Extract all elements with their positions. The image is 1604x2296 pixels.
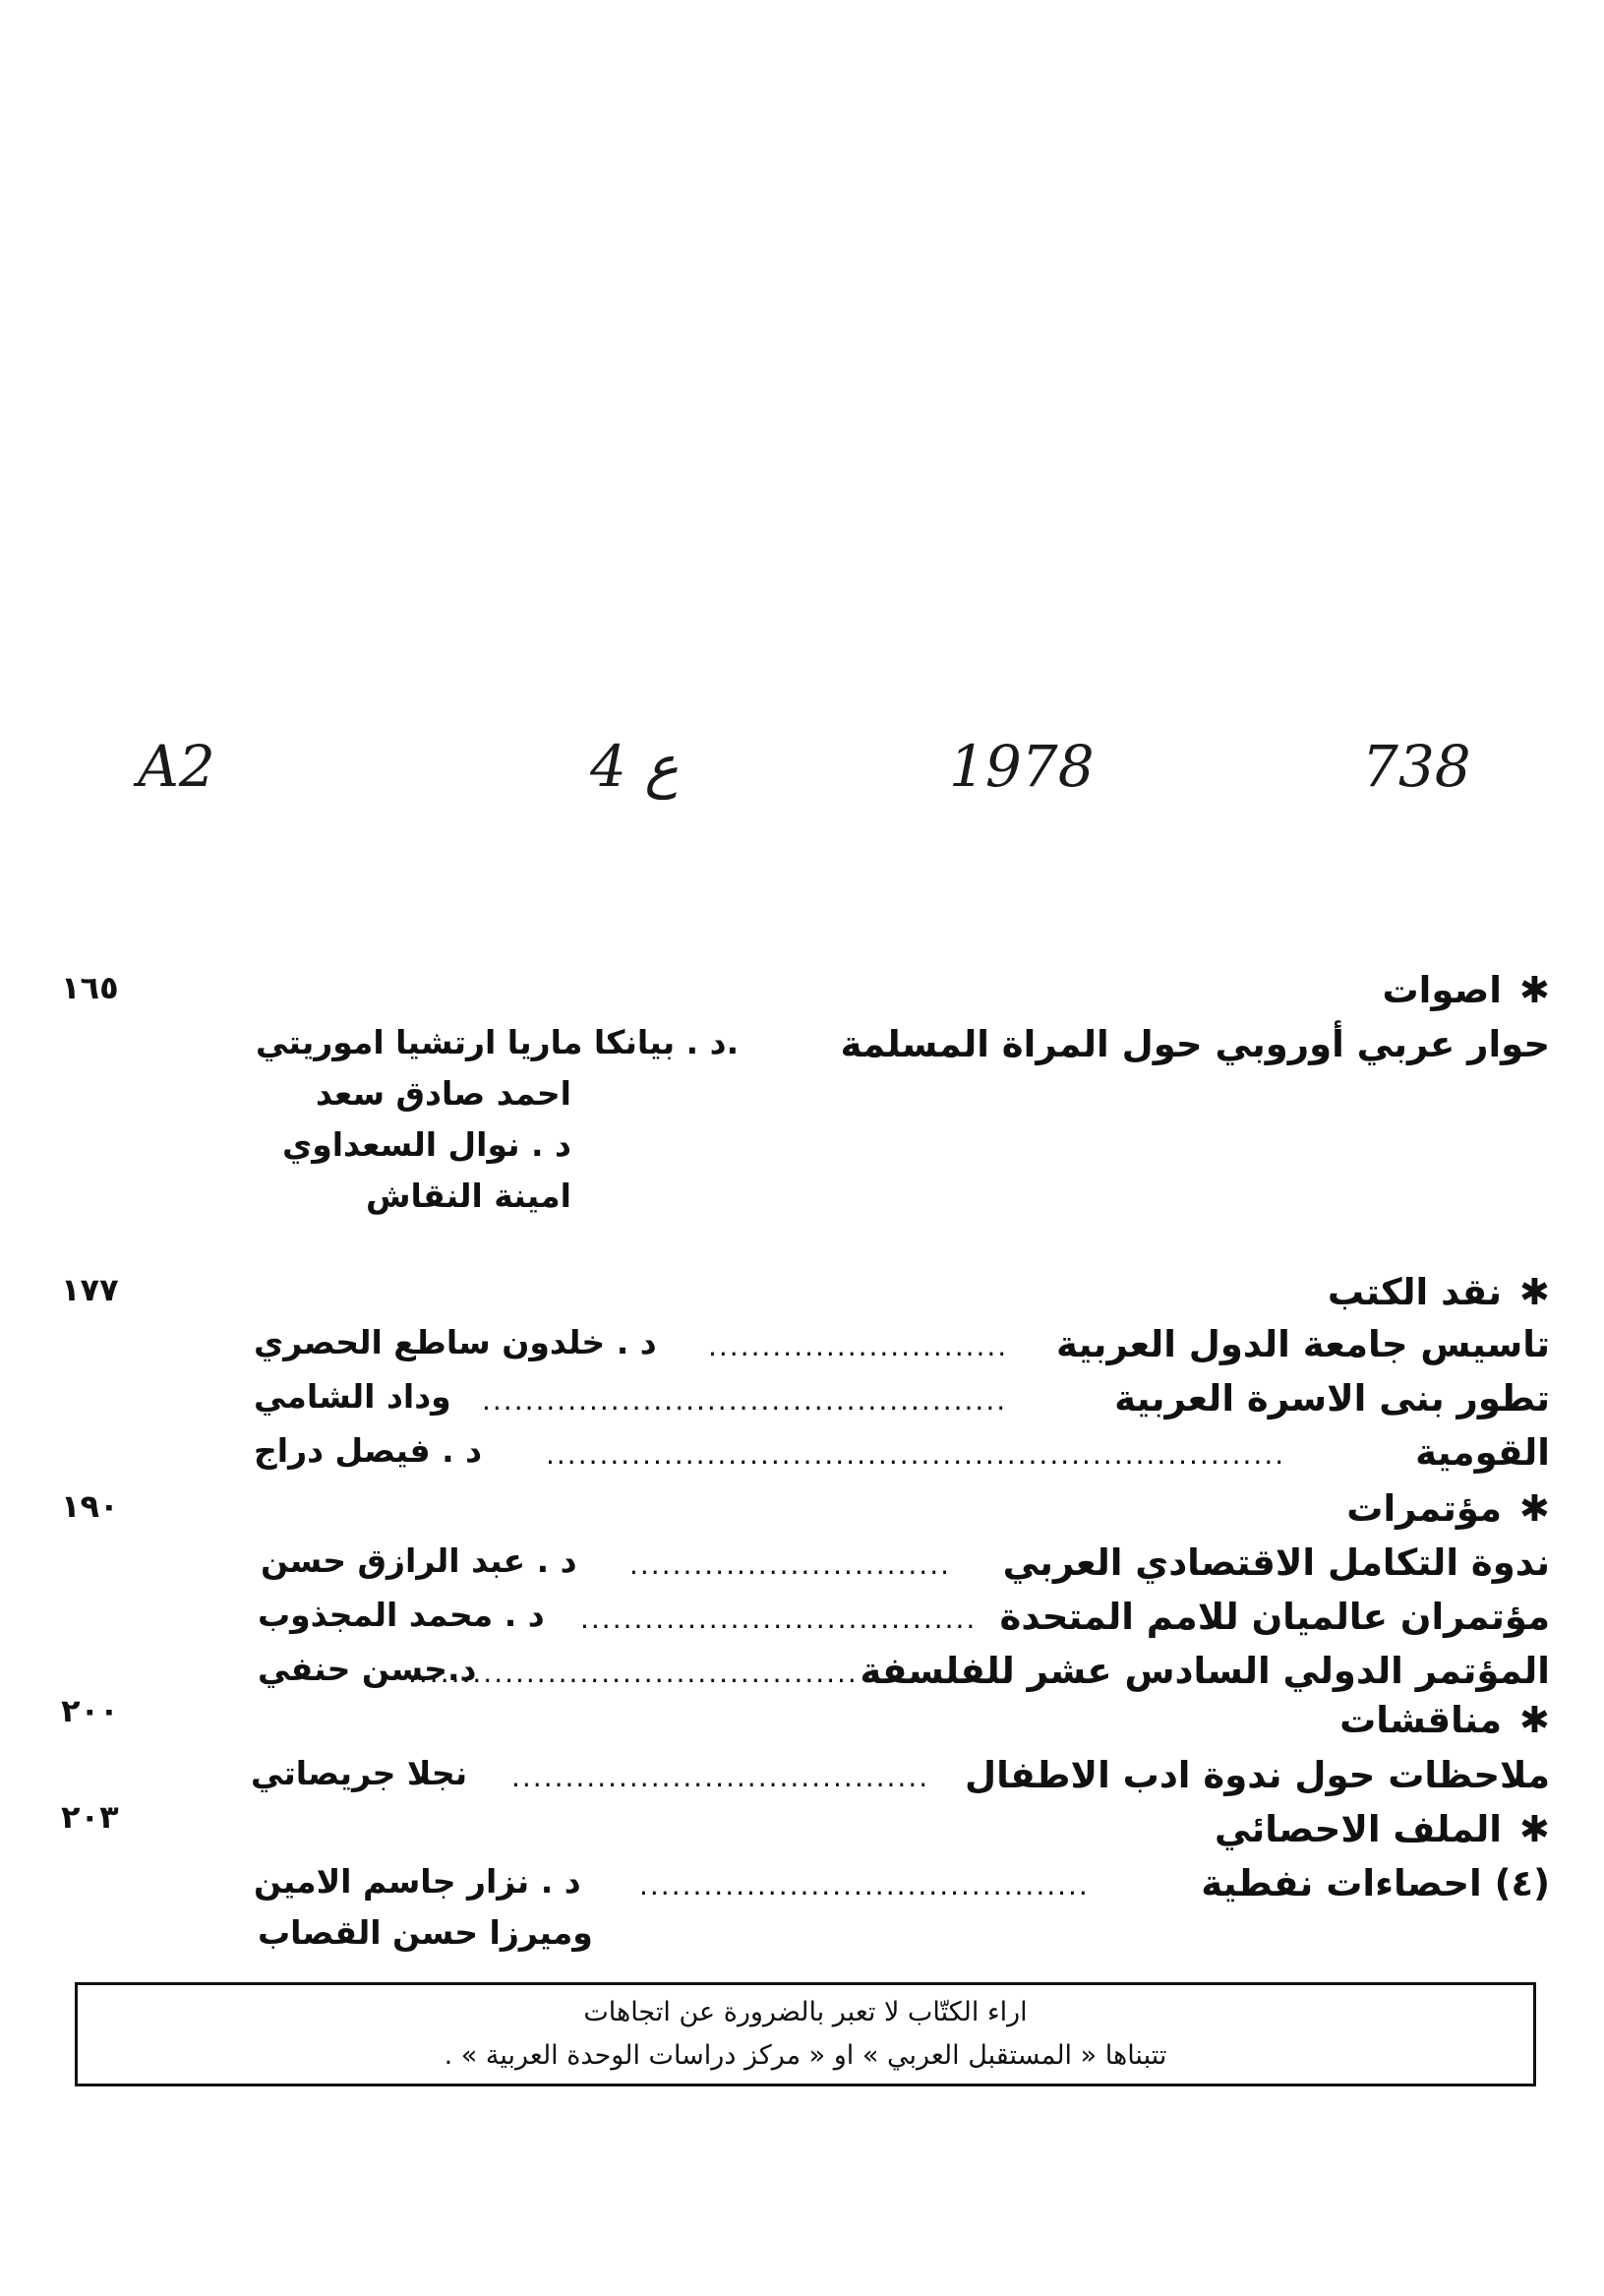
leader-dots: .....................................	[580, 1602, 978, 1635]
entry-title: القومية	[1415, 1431, 1550, 1474]
entry-title: حوار عربي أوروبي حول المراة المسلمة	[840, 1023, 1550, 1065]
handwritten-note-2: 4 ع	[590, 733, 679, 800]
disclaimer-line: تتبناها « المستقبل العربي » او « مركز دراسات الوحدة العربية » .	[444, 2040, 1167, 2071]
entry-author: وداد الشامي	[254, 1377, 451, 1416]
page-number: ١٩٠	[61, 1487, 119, 1525]
asterisk-icon: ✱	[1518, 969, 1550, 1011]
entry-author: احمد صادق سعد	[315, 1074, 571, 1113]
entry-author: د . نوال السعداوي	[281, 1125, 571, 1164]
page-number: ٢٠٣	[61, 1798, 119, 1836]
page-number: ١٧٧	[61, 1271, 119, 1308]
leader-dots: .................................................	[482, 1384, 1008, 1417]
section-heading: ✱نقد الكتب	[1327, 1271, 1550, 1313]
page-number: ٢٠٠	[61, 1692, 119, 1729]
entry-title: تاسيس جامعة الدول العربية	[1056, 1323, 1550, 1365]
leader-dots: ..........................................	[639, 1869, 1090, 1902]
asterisk-icon: ✱	[1518, 1699, 1550, 1741]
entry-title: مؤتمران عالميان للامم المتحدة	[999, 1596, 1550, 1638]
entry-title: (٤) احصاءات نفطية	[1201, 1862, 1550, 1904]
handwritten-note-3: 1978	[949, 733, 1095, 800]
section-heading: ✱الملف الاحصائي	[1214, 1808, 1550, 1850]
entry-title: ملاحظات حول ندوة ادب الاطفال	[965, 1754, 1550, 1796]
leader-dots: .....................................................................	[546, 1438, 1286, 1471]
entry-author: وميرزا حسن القصاب	[258, 1913, 593, 1952]
entry-author: د . فيصل دراج	[254, 1431, 483, 1470]
leader-dots: .......................................	[511, 1761, 930, 1793]
disclaimer-box	[75, 1982, 1536, 2086]
entry-title: المؤتمر الدولي السادس عشر للفلسفة	[860, 1650, 1550, 1692]
entry-author: امينة النقاش	[365, 1177, 571, 1215]
leader-dots: ............................	[708, 1330, 1009, 1362]
entry-title: ندوة التكامل الاقتصادي العربي	[1002, 1541, 1550, 1584]
entry-author: .د . بيانكا ماريا ارتشيا اموريتي	[256, 1023, 740, 1061]
section-heading: ✱اصوات	[1382, 969, 1550, 1011]
page-number: ١٦٥	[61, 969, 119, 1006]
section-heading: ✱مناقشات	[1339, 1699, 1550, 1741]
leader-dots: ..............................	[629, 1548, 952, 1581]
asterisk-icon: ✱	[1518, 1487, 1550, 1530]
entry-title: تطور بنى الاسرة العربية	[1114, 1377, 1550, 1420]
entry-author: نجلا جريصاتي	[251, 1754, 468, 1792]
asterisk-icon: ✱	[1518, 1808, 1550, 1850]
entry-author: د . عبد الرازق حسن	[261, 1541, 577, 1580]
handwritten-note-1: A2	[138, 733, 215, 800]
disclaimer-line: اراء الكتّاب لا تعبر بالضرورة عن اتجاهات	[583, 1997, 1028, 2027]
handwritten-note-4: 738	[1362, 733, 1471, 800]
leader-dots: ..........................................	[408, 1657, 859, 1689]
entry-author: د . خلدون ساطع الحصري	[254, 1323, 657, 1361]
entry-author: د . محمد المجذوب	[258, 1596, 545, 1634]
entry-author: د . نزار جاسم الامين	[254, 1862, 581, 1901]
entry-author: د.حسن حنفي	[258, 1650, 477, 1688]
section-heading: ✱مؤتمرات	[1346, 1487, 1550, 1530]
asterisk-icon: ✱	[1518, 1271, 1550, 1313]
